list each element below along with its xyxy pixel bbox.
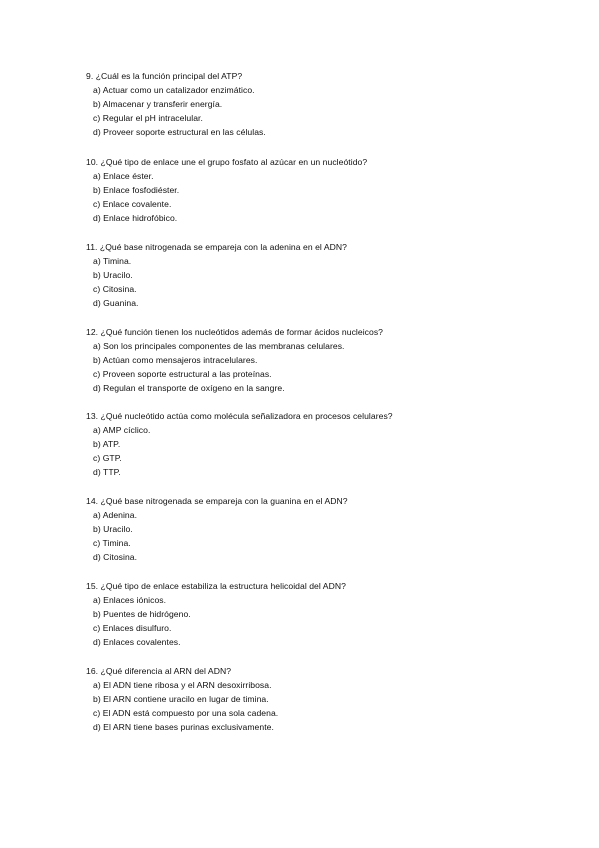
answer-option-d: d) Citosina. [93,552,138,562]
question-title: 15. ¿Qué tipo de enlace estabiliza la estructura helicoidal del ADN? [86,581,346,591]
answer-option-b: b) ATP. [93,439,121,449]
answer-option-c: c) Proveen soporte estructural a las proteínas. [93,369,272,379]
answer-option-c: c) Enlaces disulfuro. [93,623,172,633]
question-13 [86,409,526,479]
answer-option-c: c) Timina. [93,538,131,548]
question-title: 14. ¿Qué base nitrogenada se empareja con la guanina en el ADN? [86,496,348,506]
question-10 [86,155,526,225]
question-title: 12. ¿Qué función tienen los nucleótidos además de formar ácidos nucleicos? [86,327,384,337]
answer-option-c: c) El ADN está compuesto por una sola cadena. [93,708,279,718]
answer-option-a: a) Actuar como un catalizador enzimático. [93,85,255,95]
answer-option-a: a) Timina. [93,256,132,266]
answer-option-a: a) Enlace éster. [93,171,154,181]
question-16 [86,664,526,734]
answer-option-b: b) Enlace fosfodiéster. [93,185,180,195]
answer-option-b: b) Almacenar y transferir energía. [93,99,223,109]
question-14 [86,494,526,564]
answer-option-c: c) Enlace covalente. [93,199,172,209]
answer-option-d: d) Enlaces covalentes. [93,637,181,647]
question-title: 13. ¿Qué nucleótido actúa como molécula señalizadora en procesos celulares? [86,411,393,421]
answer-option-b: b) Actúan como mensajeros intracelulares. [93,355,258,365]
answer-option-a: a) Son los principales componentes de las membranas celulares. [93,341,345,351]
answer-option-b: b) Puentes de hidrógeno. [93,609,191,619]
question-12 [86,325,526,395]
question-11 [86,240,526,310]
answer-option-b: b) Uracilo. [93,524,133,534]
question-title: 10. ¿Qué tipo de enlace une el grupo fosfato al azúcar en un nucleótido? [86,157,368,167]
answer-option-c: c) Citosina. [93,284,137,294]
answer-option-a: a) Adenina. [93,510,138,520]
answer-option-d: d) Regulan el transporte de oxígeno en la sangre. [93,383,285,393]
answer-option-c: c) Regular el pH intracelular. [93,113,203,123]
question-title: 11. ¿Qué base nitrogenada se empareja con la adenina en el ADN? [86,242,347,252]
question-title: 16. ¿Qué diferencia al ARN del ADN? [86,666,232,676]
question-15 [86,579,526,649]
question-9 [86,69,526,139]
answer-option-b: b) El ARN contiene uracilo en lugar de timina. [93,694,269,704]
answer-option-c: c) GTP. [93,453,122,463]
answer-option-d: d) Guanina. [93,298,139,308]
question-title: 9. ¿Cuál es la función principal del ATP? [86,71,243,81]
answer-option-a: a) El ADN tiene ribosa y el ARN desoxirribosa. [93,680,272,690]
answer-option-d: d) Proveer soporte estructural en las células. [93,127,266,137]
answer-option-d: d) El ARN tiene bases purinas exclusivamente. [93,722,274,732]
answer-option-a: a) AMP cíclico. [93,425,151,435]
answer-option-b: b) Uracilo. [93,270,133,280]
answer-option-a: a) Enlaces iónicos. [93,595,167,605]
answer-option-d: d) TTP. [93,467,121,477]
answer-option-d: d) Enlace hidrofóbico. [93,213,178,223]
